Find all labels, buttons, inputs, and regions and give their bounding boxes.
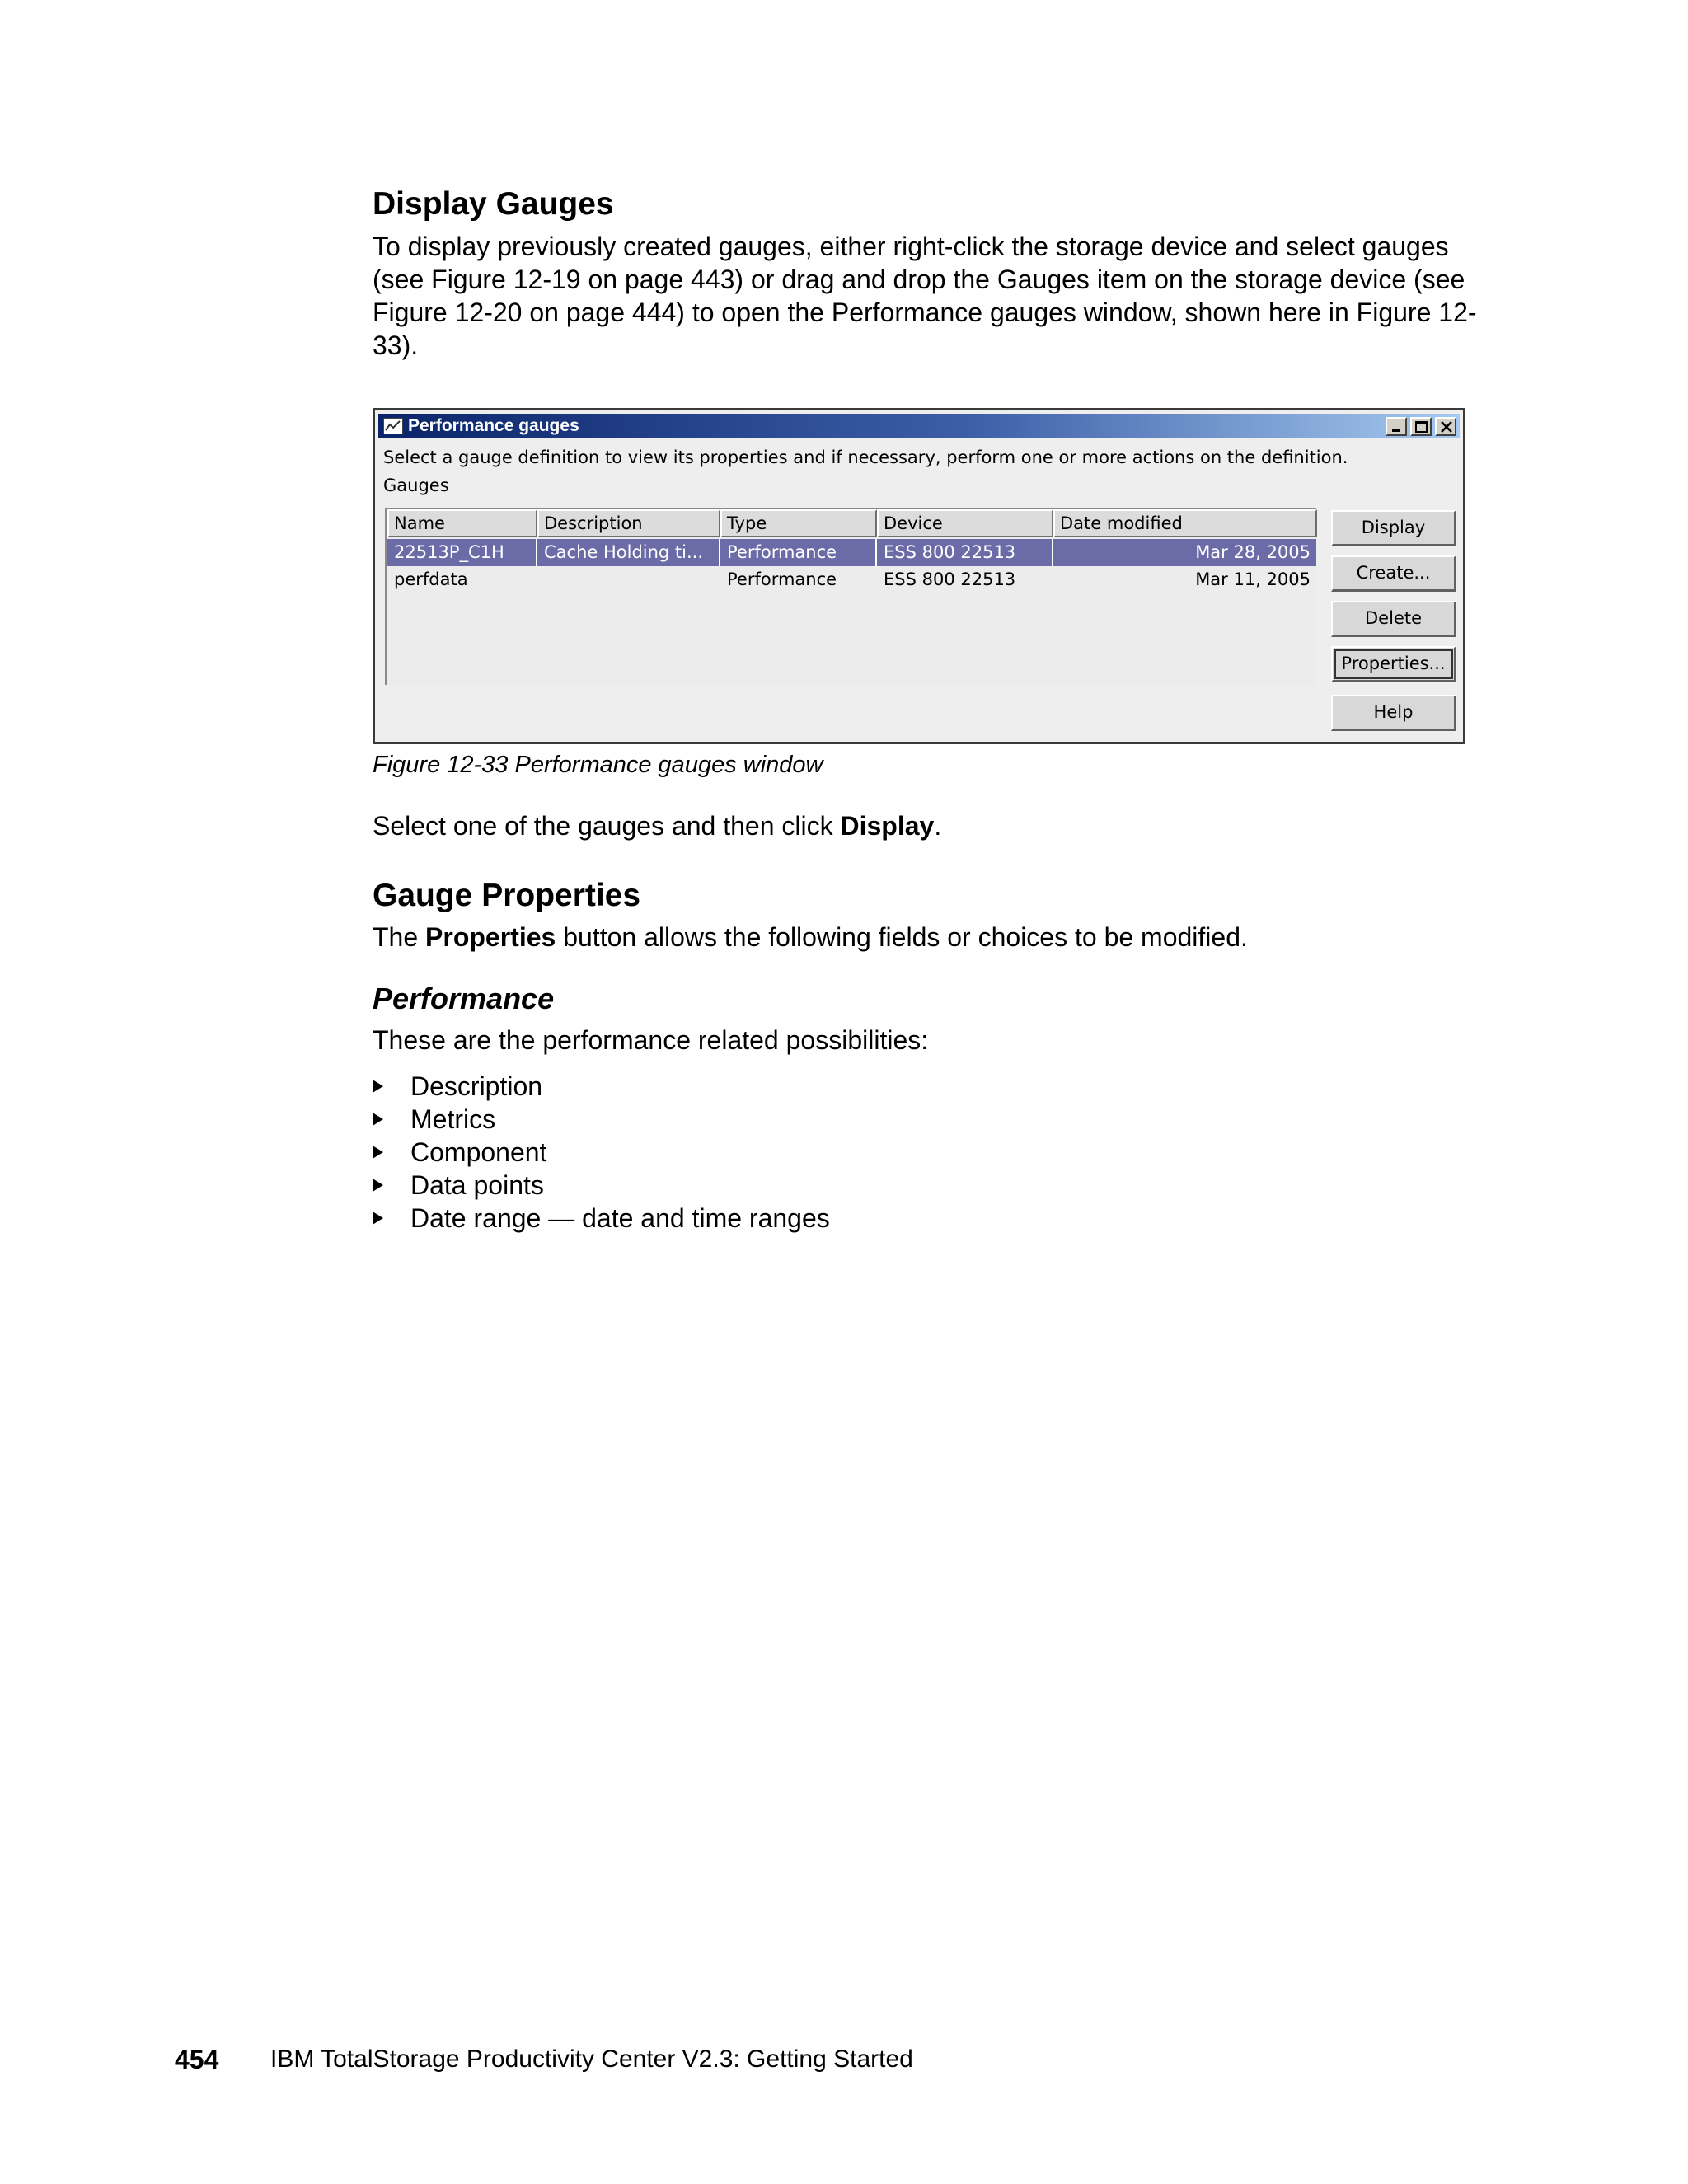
list-item-text: Data points <box>410 1170 544 1200</box>
select-text-before: Select one of the gauges and then click <box>373 811 841 841</box>
bullet-triangle-icon <box>373 1113 383 1126</box>
select-instruction <box>373 809 1493 842</box>
cell-description <box>537 566 720 593</box>
list-item-text: Component <box>410 1137 547 1167</box>
list-item <box>373 1070 830 1103</box>
figure-caption: Figure 12-33 Performance gauges window <box>373 752 823 778</box>
gauges-group-label: Gauges <box>383 476 449 495</box>
column-header-type[interactable]: Type <box>720 509 877 537</box>
properties-button[interactable]: Properties... <box>1331 646 1456 682</box>
instruction-text: Select a gauge definition to view its properties and if necessary, perform one or more actions on the definition. <box>383 448 1348 467</box>
gauges-table <box>385 508 1316 685</box>
cell-device: ESS 800 22513 <box>877 539 1053 566</box>
bullet-triangle-icon <box>373 1212 383 1225</box>
page-number: 454 <box>175 2045 219 2074</box>
book-title: IBM TotalStorage Productivity Center V2.3: Getting Started <box>270 2046 913 2073</box>
cell-date-modified: Mar 28, 2005 <box>1195 542 1311 562</box>
performance-gauges-window <box>373 408 1465 744</box>
list-item <box>373 1103 830 1136</box>
cell-name: 22513P_C1H <box>387 539 537 566</box>
list-item-text: Description <box>410 1071 543 1101</box>
bullet-triangle-icon <box>373 1146 383 1159</box>
close-button[interactable] <box>1435 417 1456 436</box>
column-header-name[interactable]: Name <box>387 509 537 537</box>
cell-type: Performance <box>720 539 877 566</box>
window-title-bar <box>378 414 1460 438</box>
cell-name: perfdata <box>394 569 468 589</box>
properties-text-before: The <box>373 922 426 952</box>
delete-button[interactable]: Delete <box>1331 601 1456 637</box>
bullet-triangle-icon <box>373 1179 383 1192</box>
create-button[interactable]: Create... <box>1331 555 1456 592</box>
cell-date-modified: Mar 11, 2005 <box>1195 569 1311 589</box>
cell-device: ESS 800 22513 <box>884 569 1016 589</box>
performance-bullet-list <box>373 1070 830 1235</box>
list-item-text: Date range — date and time ranges <box>410 1203 830 1233</box>
select-text-after: . <box>934 811 942 841</box>
properties-paragraph <box>373 921 1493 954</box>
properties-text-after: button allows the following fields or choices to be modified. <box>556 922 1248 952</box>
column-header-description[interactable]: Description <box>537 509 720 537</box>
section-heading-display-gauges: Display Gauges <box>373 186 614 222</box>
section-heading-gauge-properties: Gauge Properties <box>373 878 641 913</box>
cell-type: Performance <box>727 569 837 589</box>
maximize-button[interactable] <box>1410 417 1432 436</box>
table-row[interactable] <box>387 539 1316 566</box>
help-button[interactable]: Help <box>1331 695 1456 731</box>
cell-description: Cache Holding ti... <box>537 539 720 566</box>
column-header-date-modified[interactable]: Date modified <box>1053 509 1317 537</box>
list-item <box>373 1169 830 1202</box>
list-item <box>373 1202 830 1235</box>
table-header <box>387 509 1316 537</box>
properties-text-bold: Properties <box>425 922 556 952</box>
select-text-bold: Display <box>840 811 935 841</box>
display-button[interactable]: Display <box>1331 510 1456 546</box>
minimize-button[interactable] <box>1386 417 1407 436</box>
table-row[interactable] <box>387 566 1316 593</box>
intro-paragraph: To display previously created gauges, either right-click the storage device and select gauges (see Figure 12-19 on page 443) or drag and drop the Gauges item on the storage device (see Figure 12-20 on page 444) to open the Performance gauges window, shown here in Figure 12-33). <box>373 232 1477 360</box>
list-item-text: Metrics <box>410 1104 496 1134</box>
subsection-heading-performance: Performance <box>373 982 555 1015</box>
column-header-device[interactable]: Device <box>877 509 1053 537</box>
performance-intro: These are the performance related possibilities: <box>373 1025 929 1055</box>
list-item <box>373 1136 830 1169</box>
bullet-triangle-icon <box>373 1080 383 1093</box>
window-title: Performance gauges <box>408 416 579 435</box>
gauge-window-icon <box>383 418 403 434</box>
